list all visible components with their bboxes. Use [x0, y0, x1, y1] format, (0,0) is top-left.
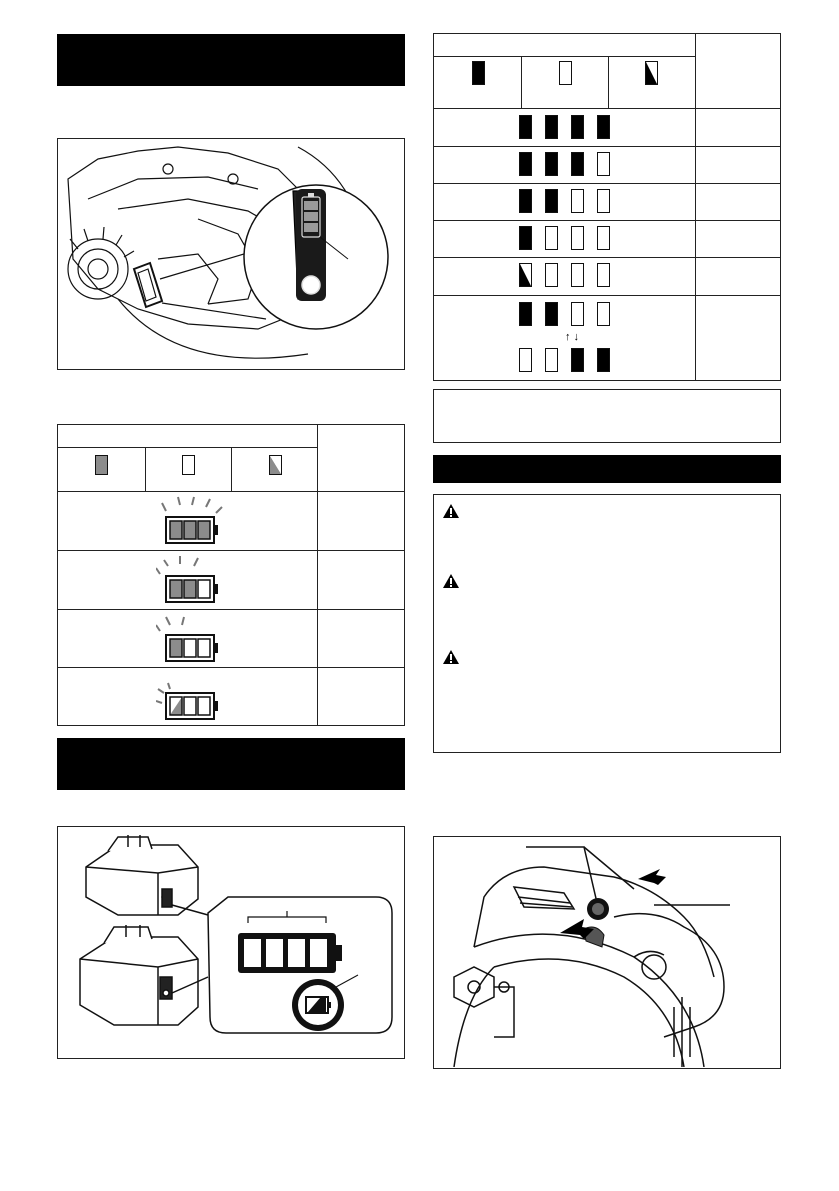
indicator-lamp: [519, 348, 532, 372]
indicator-lamp: [519, 226, 532, 250]
section-heading-bar: [57, 738, 405, 790]
warning-triangle-icon: [442, 573, 460, 589]
legend-off-icon: [559, 61, 572, 85]
indicator-lamp: [597, 302, 610, 326]
indicator-lamp: [571, 263, 584, 287]
indicator-lamp: [545, 302, 558, 326]
indicator-lamp: [597, 348, 610, 372]
battery-3-lamps-icon: [156, 495, 226, 547]
indicator-lamp: [519, 302, 532, 326]
indicator-lamp: [519, 189, 532, 213]
indicator-lamp: [597, 263, 610, 287]
indicator-lamp: [597, 115, 610, 139]
alternate-arrows: ↑ ↓: [564, 331, 580, 343]
legend-lighted-icon: [95, 455, 108, 475]
indicator-lamp: [571, 115, 584, 139]
section-heading-bar: [57, 34, 405, 86]
indicator-lamp: [545, 189, 558, 213]
indicator-lamp: [545, 226, 558, 250]
warning-triangle-icon: [442, 503, 460, 519]
indicator-lamp: [571, 152, 584, 176]
indicator-lamp: [519, 115, 532, 139]
indicator-lamp: [545, 115, 558, 139]
section-heading-bar: [433, 455, 781, 483]
saw-battery-indicator-illustration: [58, 139, 403, 368]
battery-cartridge-indicator-illustration: [58, 827, 403, 1057]
indicator-lamp: [571, 226, 584, 250]
legend-blinking-icon: [269, 455, 282, 475]
battery-indicator-table: [433, 33, 781, 381]
legend-lighted-icon: [472, 61, 485, 85]
tool-indicator-table: [57, 424, 405, 726]
warning-box: [433, 494, 781, 753]
figure-saw-indicator: [57, 138, 405, 370]
indicator-lamp: [545, 348, 558, 372]
battery-blinking-lamp-icon: [156, 671, 226, 723]
figure-shaft-lock: [433, 836, 781, 1069]
indicator-lamp: [571, 302, 584, 326]
battery-1-lamp-icon: [156, 613, 226, 665]
indicator-lamp: [545, 152, 558, 176]
indicator-lamp: [597, 152, 610, 176]
indicator-lamp: [571, 189, 584, 213]
battery-2-lamps-icon: [156, 554, 226, 606]
note-box: [433, 389, 781, 443]
indicator-lamp: [519, 263, 532, 287]
warning-triangle-icon: [442, 649, 460, 665]
indicator-lamp: [597, 226, 610, 250]
indicator-lamp: [571, 348, 584, 372]
figure-battery-cartridge: [57, 826, 405, 1059]
legend-blinking-icon: [645, 61, 658, 85]
saw-shaft-lock-illustration: [434, 837, 779, 1067]
indicator-lamp: [545, 263, 558, 287]
indicator-lamp: [597, 189, 610, 213]
legend-off-icon: [182, 455, 195, 475]
indicator-lamp: [519, 152, 532, 176]
